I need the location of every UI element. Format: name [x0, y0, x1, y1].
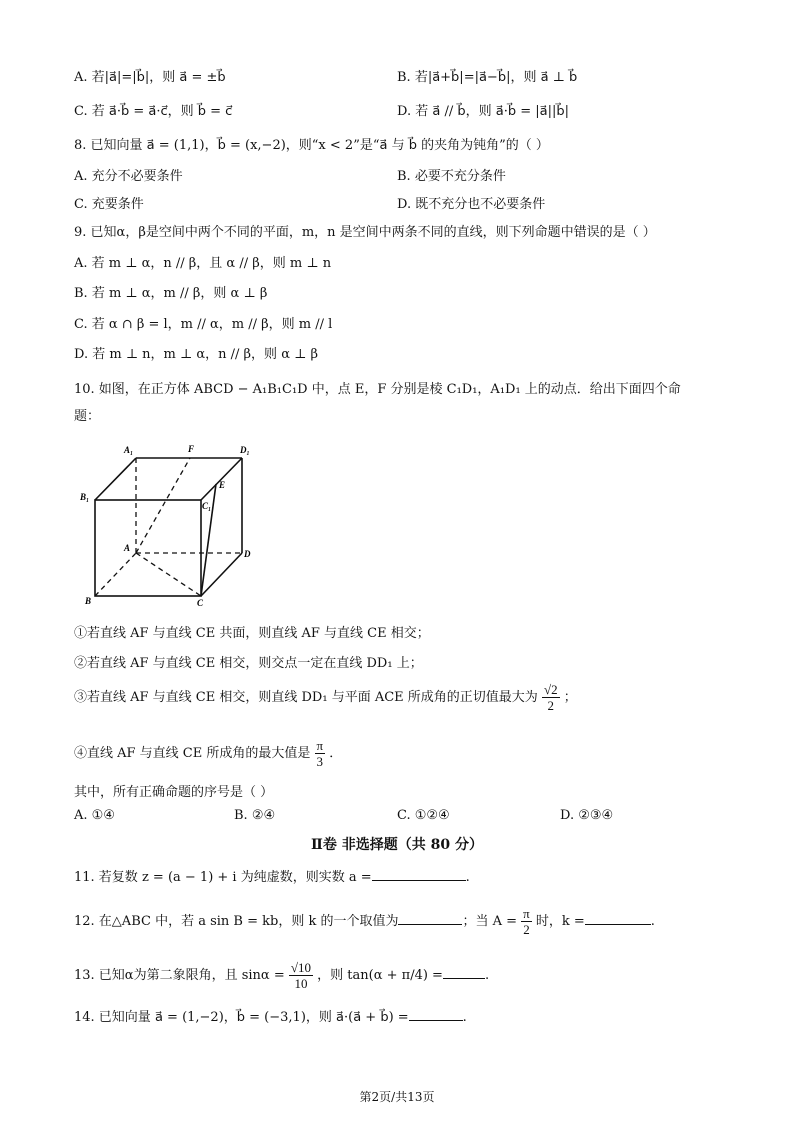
fraction-pi-over-3: $\frac{\pi}{3}$ [316, 738, 324, 769]
q10-ask: 其中，所有正确命题的序号是（ ） [74, 785, 274, 800]
hidden-segment-ac [136, 553, 201, 596]
q14-answer-blank[interactable] [409, 1008, 463, 1021]
fraction-sqrt2-over-2: $\frac{√2}{2}$ [543, 682, 558, 713]
q9-option-a: A. 若 m ⊥ α，n // β，且 α // β，则 m ⊥ n [74, 256, 332, 271]
edge-c-d [201, 553, 242, 596]
label-a: A [124, 543, 131, 553]
q13: 13. 已知α为第二象限角，且 sinα = $\frac{√10}{10}$ ，则 tan(α + π/4) = . [74, 960, 490, 991]
q9-stem: 9. 已知α，β是空间中两个不同的平面，m，n 是空间中两条不同的直线，则下列命题中错误的是（ ） [74, 225, 656, 240]
label-c: C [197, 598, 204, 608]
label-d: D [244, 549, 251, 559]
q12: 12. 在△ABC 中，若 a sin B = kb，则 k 的一个取值为 ；当 A = $\frac{\pi}{2}$ 时，k = . [74, 906, 655, 937]
q9-option-c: C. 若 α ∩ β = l，m // α，m // β，则 m // l [74, 317, 333, 332]
q8-option-a: A. 充分不必要条件 [74, 169, 183, 184]
label-e: E [219, 480, 226, 490]
section-heading: Ⅱ卷 非选择题（共 80 分） [311, 837, 483, 853]
label-c1: C₁ [202, 501, 212, 511]
q8-option-d: D. 既不充分也不必要条件 [397, 197, 546, 212]
q14: 14. 已知向量 a⃗ = (1,−2)，b⃗ = (−3,1)，则 a⃗·(a⃗ + b⃗) = . [74, 1010, 467, 1025]
label-a1: A₁ [124, 445, 134, 455]
fraction-sqrt10-over-10: $\frac{√10}{10}$ [290, 960, 312, 991]
q8-option-c: C. 充要条件 [74, 197, 144, 212]
fraction-pi-over-2: $\frac{\pi}{2}$ [523, 906, 530, 937]
q12-answer-blank-1[interactable] [398, 912, 462, 925]
label-f: F [188, 444, 195, 454]
q8-stem: 8. 已知向量 a⃗ = (1,1)，b⃗ = (x,−2)，则“x < 2”是“a⃗ 与 b⃗ 的夹角为钝角”的（ ） [74, 138, 549, 153]
q10-option-b: B. ②④ [234, 808, 276, 823]
q10-option-d: D. ②③④ [560, 808, 614, 823]
q9-option-d: D. 若 m ⊥ n，m ⊥ α，n // β，则 α ⊥ β [74, 347, 318, 362]
q11: 11. 若复数 z = (a − 1) + i 为纯虚数，则实数 a = . [74, 870, 470, 885]
hidden-segment-af [136, 458, 190, 553]
q7-option-a: A. 若|a⃗|=|b⃗|，则 a⃗ = ±b⃗ [74, 70, 226, 85]
edge-b1-a1 [95, 458, 136, 500]
q7-option-d: D. 若 a⃗ // b⃗，则 a⃗·b⃗ = |a⃗||b⃗| [397, 104, 569, 119]
cube-figure [80, 438, 255, 610]
page-footer: 第2页/共13页 [359, 1090, 435, 1104]
q12-answer-blank-2[interactable] [585, 912, 651, 925]
q10-option-c: C. ①②④ [397, 808, 450, 823]
label-b: B [85, 596, 92, 606]
q10-option-a: A. ①④ [74, 808, 115, 823]
q7-option-b: B. 若|a⃗+b⃗|=|a⃗−b⃗|，则 a⃗ ⊥ b⃗ [397, 70, 578, 85]
q11-answer-blank[interactable] [372, 868, 466, 881]
edge-c1-d1 [201, 458, 242, 500]
q10-proposition-1: ①若直线 AF 与直线 CE 共面，则直线 AF 与直线 CE 相交； [74, 626, 430, 641]
label-d1: D₁ [240, 445, 250, 455]
label-b1: B₁ [80, 492, 90, 502]
q10-stem-continued: 题： [74, 409, 101, 424]
q9-option-b: B. 若 m ⊥ α，m // β，则 α ⊥ β [74, 286, 268, 301]
q10-proposition-2: ②若直线 AF 与直线 CE 相交，则交点一定在直线 DD₁ 上； [74, 656, 423, 671]
q10-proposition-3: ③若直线 AF 与直线 CE 相交，则直线 DD₁ 与平面 ACE 所成角的正切值最大为 $\frac{√2}{2}$ ； [74, 682, 577, 713]
q10-stem: 10. 如图，在正方体 ABCD − A₁B₁C₁D 中，点 E，F 分别是棱 C₁D₁，A₁D₁ 上的动点．给出下面四个命 [74, 382, 681, 397]
q8-option-b: B. 必要不充分条件 [397, 169, 506, 184]
cube-front-face [95, 500, 201, 596]
q7-option-c: C. 若 a⃗·b⃗ = a⃗·c⃗，则 b⃗ = c⃗ [74, 104, 233, 119]
q10-proposition-4: ④直线 AF 与直线 CE 所成角的最大值是 $\frac{\pi}{3}$ ． [74, 738, 343, 769]
q13-answer-blank[interactable] [443, 966, 485, 979]
hidden-edge-b-a [95, 553, 136, 596]
